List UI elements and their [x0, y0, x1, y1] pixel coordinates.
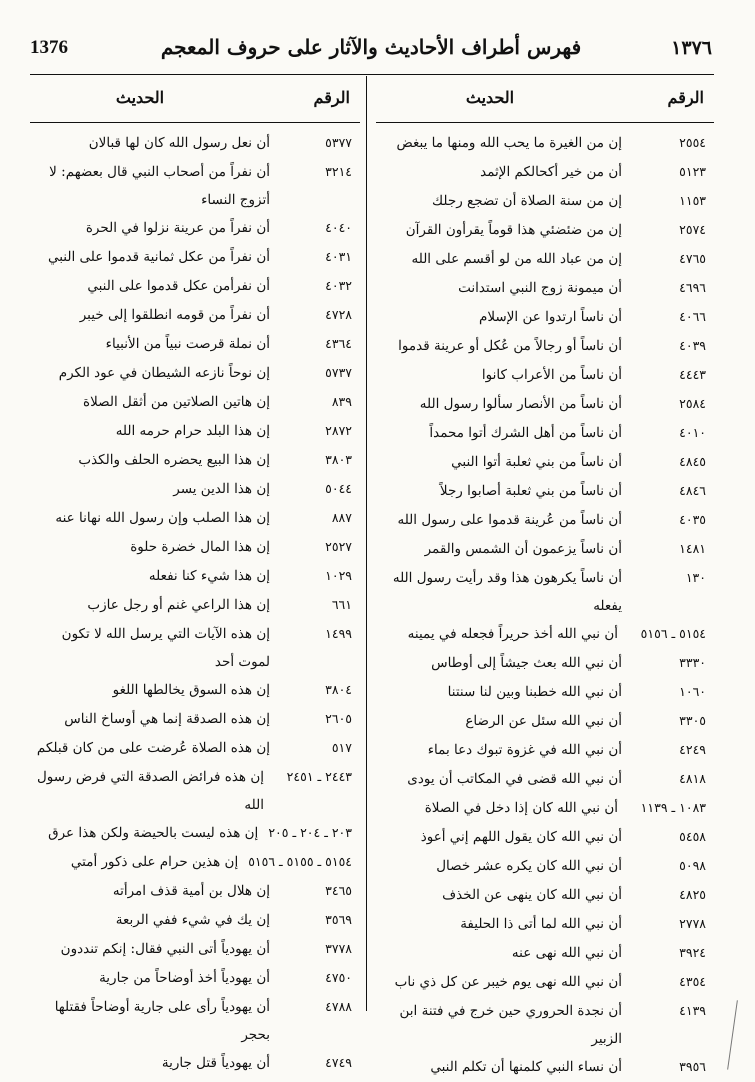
hadith-number: ٤٠٣٥	[679, 512, 706, 527]
hadith-number: ٣٤٦٥	[325, 883, 352, 898]
hadith-number: ٤٣٦٤	[325, 336, 352, 351]
index-entry	[376, 390, 714, 419]
index-entry	[30, 533, 360, 562]
hadith-text: أن نبي الله كان يكره عشر خصال	[436, 858, 622, 874]
index-entry	[376, 649, 714, 678]
index-entry	[376, 535, 714, 564]
hadith-text: أن ناساً من عُرينة قدموا على رسول الله	[397, 512, 622, 528]
hadith-text: أن ناساً من الأعراب كانوا	[481, 367, 622, 383]
hadith-number: ٤٠٣٩	[679, 338, 706, 353]
index-entry	[30, 993, 360, 1049]
index-entry	[30, 676, 360, 705]
page-number-arabic: ١٣٧٦	[671, 37, 712, 59]
margin-pencil-mark	[727, 1000, 739, 1070]
hadith-number: ٣٣٠٥	[679, 713, 706, 728]
index-entry	[376, 968, 714, 997]
hadith-text: إن هذه الآيات التي يرسل الله لا تكون لموت أحد	[61, 626, 270, 670]
hadith-number: ٥٠٩٨	[679, 858, 706, 873]
hadith-text: أن نفراً من قومه انطلقوا إلى خيبر	[79, 307, 270, 323]
hadith-text: أن نملة قرصت نبياً من الأنبياء	[105, 336, 270, 352]
hadith-number: ٤٨٢٥	[679, 887, 706, 902]
hadith-number: ٥١٧	[331, 740, 352, 755]
hadith-number: ١٤٩٩	[325, 626, 352, 641]
index-entry	[30, 301, 360, 330]
page-number-latin: 1376	[30, 37, 68, 58]
hadith-number: ٣٨٠٤	[325, 682, 352, 697]
index-entry	[376, 245, 714, 274]
hadith-number: ٣٥٦٩	[325, 912, 352, 927]
index-entry	[376, 274, 714, 303]
hadith-number: ٨٣٩	[331, 394, 352, 409]
index-entry	[30, 1049, 360, 1078]
index-entry	[376, 939, 714, 968]
hadith-number: ٨٨٧	[331, 510, 352, 525]
hadith-number: ٣٢١٤	[325, 164, 352, 179]
index-entry	[30, 475, 360, 504]
hadith-text: أن ناساً يكرهون هذا وقد رأيت رسول الله يفعله	[392, 570, 622, 614]
index-entry	[30, 763, 360, 819]
hadith-number: ٤٠٣١	[325, 249, 352, 264]
hadith-text: أن يهودياً رأى على جارية أوضاحاً فقتلها بحجر	[54, 999, 270, 1043]
hadith-text: أن ناساً من الأنصار سألوا رسول الله	[419, 396, 622, 412]
index-entry	[30, 446, 360, 475]
page-title: فهرس أطراف الأحاديث والآثار على حروف المعجم	[160, 35, 582, 59]
hadith-number: ٢٤٤٣ ـ ٢٤٥١	[286, 769, 352, 784]
hadith-number: ٥٠٤٤	[325, 481, 352, 496]
hadith-text: أن يهودياً قتل جارية	[161, 1055, 270, 1071]
hadith-number: ٤٨٤٦	[679, 483, 706, 498]
index-rows-left	[30, 129, 360, 1078]
hadith-number: ٤٢٤٩	[679, 742, 706, 757]
hadith-text: إن من ضئضئي هذا قوماً يقرأون القرآن	[405, 222, 622, 238]
hadith-text: أن من خير أكحالكم الإثمد	[480, 164, 622, 180]
hadith-text: إن هاتين الصلاتين من أثقل الصلاة	[83, 394, 270, 410]
hadith-number: ٢٥٧٤	[679, 222, 706, 237]
hadith-text: أن ناساً من بني ثعلبة أتوا النبي	[451, 454, 622, 470]
hadith-text: إن هلال بن أمية قذف امرأته	[112, 883, 270, 899]
hadith-number: ٣٧٧٨	[325, 941, 352, 956]
hadith-text: إن هذه الصلاة عُرضت على من كان قبلكم	[36, 740, 270, 756]
hadith-number: ٣٣٣٠	[679, 655, 706, 670]
hadith-text: أن نبي الله سئل عن الرضاع	[465, 713, 622, 729]
hadith-text: إن من الغيرة ما يحب الله ومنها ما يبغض	[396, 135, 622, 151]
hadith-column-label: الحديث	[465, 88, 515, 107]
hadith-text: إن هذا المال خضرة حلوة	[130, 539, 270, 555]
hadith-text: أن ناساً ارتدوا عن الإسلام	[478, 309, 622, 325]
hadith-number: ١٣٠	[685, 570, 706, 585]
hadith-column-label: الحديث	[115, 88, 165, 107]
hadith-text: أن ناساً يزعمون أن الشمس والقمر	[424, 541, 622, 557]
index-entry	[30, 359, 360, 388]
header-rule	[30, 74, 714, 75]
hadith-text: أن نبي الله نهى يوم خيبر عن كل ذي ناب	[394, 974, 622, 990]
index-entry	[376, 361, 714, 390]
hadith-number: ٢٥٥٤	[679, 135, 706, 150]
hadith-number: ٢٦٠٥	[325, 711, 352, 726]
index-entry	[30, 591, 360, 620]
hadith-number: ٤٧٢٨	[325, 307, 352, 322]
index-entry	[376, 303, 714, 332]
index-entry	[376, 564, 714, 620]
hadith-text: إن نوحاً نازعه الشيطان في عود الكرم	[58, 365, 270, 381]
hadith-number: ٤٠٤٠	[325, 220, 352, 235]
number-column-label: الرقم	[313, 88, 350, 107]
index-entry	[376, 419, 714, 448]
hadith-number: ٤٤٤٣	[679, 367, 706, 382]
column-divider	[366, 76, 367, 1011]
hadith-number: ١٠٨٣ ـ ١١٣٩	[640, 800, 706, 815]
hadith-text: أن نبي الله نهى عنه	[511, 945, 622, 961]
index-entry	[30, 848, 360, 877]
hadith-number: ٤٠٣٢	[325, 278, 352, 293]
hadith-number: ٥٣٧٧	[325, 135, 352, 150]
hadith-text: إن هذه الصدقة إنما هي أوساخ الناس	[64, 711, 270, 727]
index-entry	[30, 129, 360, 158]
hadith-text: أن نجدة الحروري حين خرج في فتنة ابن الزبير	[399, 1003, 622, 1047]
hadith-number: ٥١٥٤ ـ ٥١٥٥ ـ ٥١٥٦	[248, 854, 352, 869]
index-entry	[30, 243, 360, 272]
hadith-number: ٣٩٥٦	[679, 1059, 706, 1074]
index-entry	[376, 620, 714, 649]
index-entry	[30, 214, 360, 243]
hadith-text: إن هذا الراعي غنم أو رجل عازب	[87, 597, 270, 613]
index-entry	[30, 562, 360, 591]
index-entry	[376, 794, 714, 823]
index-entry	[376, 765, 714, 794]
hadith-text: إن من سنة الصلاة أن تضجع رجلك	[432, 193, 622, 209]
hadith-number: ٤١٣٩	[679, 1003, 706, 1018]
hadith-text: أن نفراً من عرينة نزلوا في الحرة	[85, 220, 270, 236]
index-entry	[30, 964, 360, 993]
index-entry	[376, 477, 714, 506]
hadith-number: ٢٠٣ ـ ٢٠٤ ـ ٢٠٥	[268, 825, 352, 840]
index-entry	[376, 881, 714, 910]
hadith-text: أن نفراً من عكل ثمانية قدموا على النبي	[47, 249, 270, 265]
index-entry	[30, 705, 360, 734]
hadith-number: ٢٧٧٨	[679, 916, 706, 931]
hadith-text: أن نبي الله أخذ حريراً فجعله في يمينه	[407, 626, 618, 642]
index-entry	[376, 448, 714, 477]
index-entry	[30, 935, 360, 964]
hadith-number: ٤٠١٠	[679, 425, 706, 440]
hadith-text: أن نساء النبي كلمنها أن تكلم النبي	[430, 1059, 622, 1075]
index-entry	[30, 330, 360, 359]
hadith-number: ٢٨٧٢	[325, 423, 352, 438]
hadith-number: ١٠٢٩	[325, 568, 352, 583]
hadith-text: أن نعل رسول الله كان لها قبالان	[88, 135, 270, 151]
index-entry	[30, 906, 360, 935]
hadith-text: أن نبي الله في غزوة تبوك دعا بماء	[427, 742, 622, 758]
index-entry	[376, 736, 714, 765]
hadith-number: ٤٧٥٠	[325, 970, 352, 985]
hadith-number: ٢٥٨٤	[679, 396, 706, 411]
hadith-text: إن من عباد الله من لو أقسم على الله	[411, 251, 622, 267]
hadith-text: أن يهودياً أتى النبي فقال: إنكم تنددون	[60, 941, 270, 957]
column-header-rule	[376, 122, 714, 123]
index-entry	[30, 504, 360, 533]
hadith-text: أن ناساً أو رجالاً من عُكل أو عرينة قدموا	[398, 338, 622, 354]
hadith-text: أن نفرأمن عكل قدموا على النبي	[87, 278, 270, 294]
hadith-text: أن نبي الله لما أتى ذا الحليفة	[460, 916, 622, 932]
hadith-text: أن نبي الله كان ينهى عن الخذف	[442, 887, 622, 903]
hadith-text: إن هذه فرائض الصدقة التي فرض رسول الله	[36, 769, 264, 813]
right-column	[376, 82, 714, 1082]
hadith-text: أن ناساً من أهل الشرك أتوا محمداً	[429, 425, 622, 441]
index-entry	[30, 877, 360, 906]
hadith-text: إن هذا البلد حرام حرمه الله	[115, 423, 270, 439]
left-column-header	[30, 82, 360, 114]
index-entry	[376, 823, 714, 852]
right-column-header	[376, 82, 714, 114]
hadith-number: ٥١٥٤ ـ ٥١٥٦	[640, 626, 706, 641]
index-entry	[376, 129, 714, 158]
index-entry	[30, 272, 360, 301]
hadith-number: ٢٥٢٧	[325, 539, 352, 554]
hadith-number: ٤٦٩٦	[679, 280, 706, 295]
index-entry	[376, 910, 714, 939]
hadith-text: إن هذا الصلب وإن رسول الله نهانا عنه	[55, 510, 270, 526]
hadith-text: أن نبي الله كان إذا دخل في الصلاة	[424, 800, 618, 816]
index-entry	[376, 332, 714, 361]
index-entry	[376, 852, 714, 881]
hadith-number: ١١٥٣	[679, 193, 706, 208]
hadith-text: أن ناساً من بني ثعلبة أصابوا رجلاً	[439, 483, 622, 499]
index-entry	[376, 158, 714, 187]
hadith-number: ٥٤٥٨	[679, 829, 706, 844]
left-column	[30, 82, 360, 1078]
index-entry	[30, 620, 360, 676]
hadith-number: ٥٧٣٧	[325, 365, 352, 380]
hadith-text: إن يك في شيء ففي الربعة	[115, 912, 270, 928]
hadith-number: ١٠٦٠	[679, 684, 706, 699]
hadith-number: ٤٨١٨	[679, 771, 706, 786]
hadith-number: ٤٠٦٦	[679, 309, 706, 324]
index-entry	[376, 506, 714, 535]
hadith-text: إن هذين حرام على ذكور أمتي	[70, 854, 239, 870]
hadith-text: إن هذا البيع يحضره الحلف والكذب	[78, 452, 270, 468]
hadith-number: ٤٧٨٨	[325, 999, 352, 1014]
hadith-text: إن هذه ليست بالحيضة ولكن هذا عرق	[48, 825, 259, 841]
index-entry	[376, 707, 714, 736]
hadith-number: ٤٧٤٩	[325, 1055, 352, 1070]
hadith-text: أن ميمونة زوج النبي استدانت	[458, 280, 622, 296]
hadith-number: ٤٧٦٥	[679, 251, 706, 266]
number-column-label: الرقم	[667, 88, 704, 107]
hadith-number: ٦٦١	[331, 597, 352, 612]
hadith-number: ١٤٨١	[679, 541, 706, 556]
hadith-number: ٣٩٢٤	[679, 945, 706, 960]
index-entry	[376, 187, 714, 216]
hadith-text: أن نبي الله بعث جيشاً إلى أوطاس	[431, 655, 622, 671]
hadith-number: ٤٣٥٤	[679, 974, 706, 989]
column-header-rule	[30, 122, 360, 123]
index-entry	[376, 997, 714, 1053]
hadith-number: ٤٨٤٥	[679, 454, 706, 469]
index-entry	[30, 734, 360, 763]
index-entry	[30, 819, 360, 848]
page-header	[30, 35, 712, 63]
index-rows-right	[376, 129, 714, 1082]
index-entry	[30, 417, 360, 446]
hadith-text: أن نبي الله كان يقول اللهم إني أعوذ	[420, 829, 622, 845]
hadith-number: ٣٨٠٣	[325, 452, 352, 467]
hadith-text: إن هذا شيء كنا نفعله	[148, 568, 270, 584]
hadith-text: إن هذه السوق يخالطها اللغو	[112, 682, 270, 698]
hadith-text: إن هذا الدين يسر	[173, 481, 270, 497]
hadith-text: أن نبي الله خطبنا وبين لنا سنتنا	[447, 684, 622, 700]
index-entry	[376, 678, 714, 707]
index-entry	[376, 216, 714, 245]
hadith-text: أن نبي الله قضى في المكاتب أن يودى	[407, 771, 622, 787]
hadith-text: أن نفراً من أصحاب النبي قال بعضهم: لا أتزوج النساء	[49, 164, 270, 208]
hadith-text: أن يهودياً أخذ أوضاحاً من جارية	[99, 970, 270, 986]
index-entry	[30, 388, 360, 417]
index-entry	[30, 158, 360, 214]
hadith-number: ٥١٢٣	[679, 164, 706, 179]
